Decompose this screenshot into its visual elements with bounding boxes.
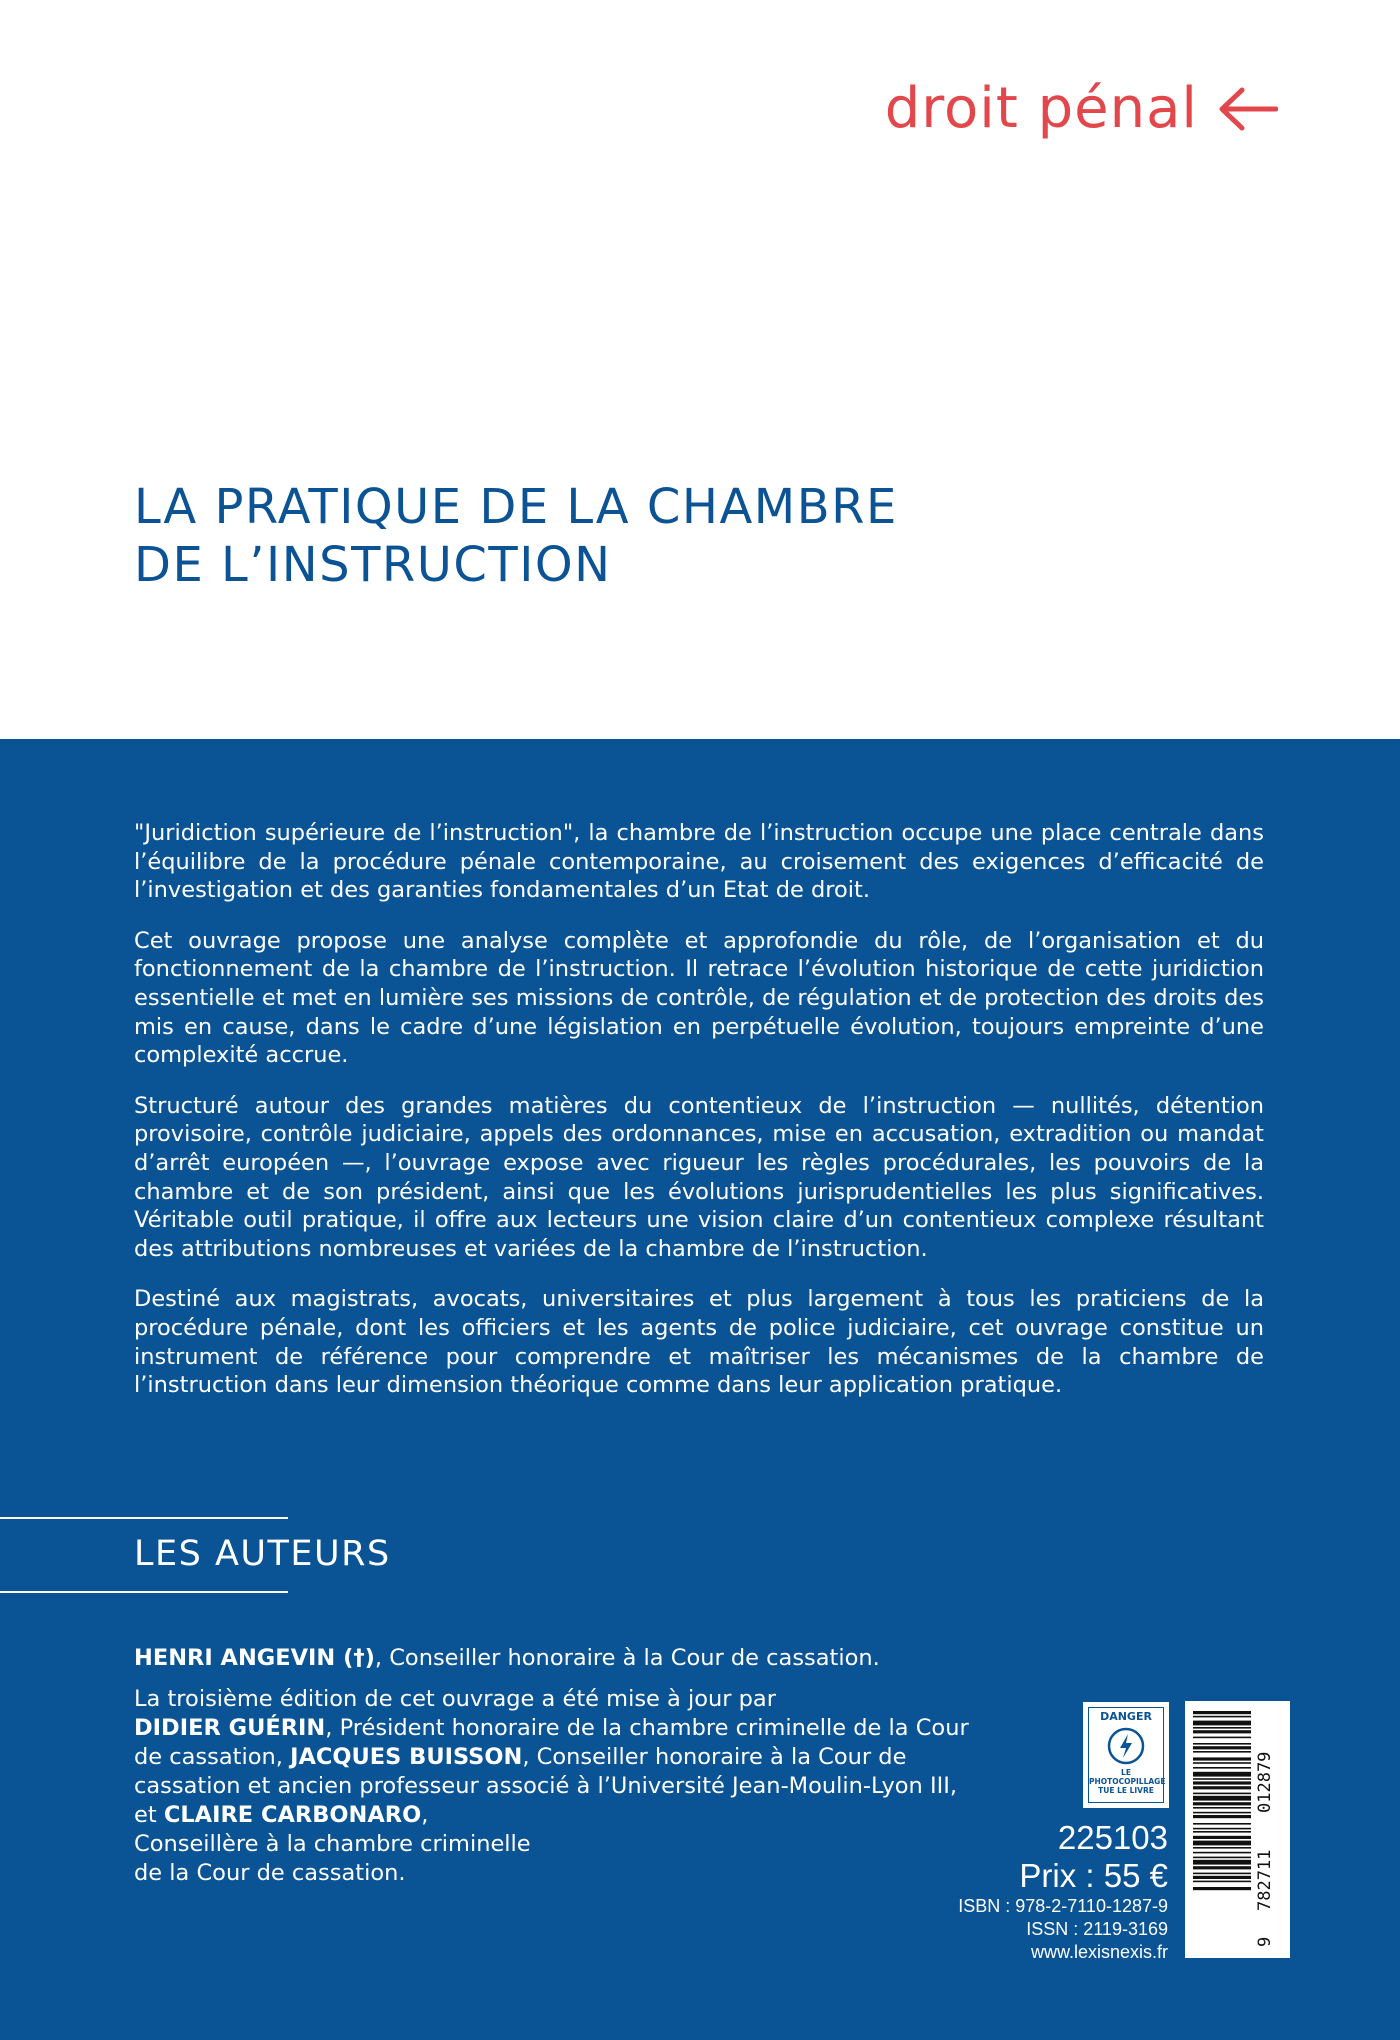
barcode-digit-first: 9 [1255,1936,1275,1947]
book-title-line-1: LA PRATIQUE DE LA CHAMBRE [134,479,898,535]
barcode-box [1185,1701,1290,1958]
product-code: 225103 [1057,1819,1168,1856]
authors-block [134,1644,974,1888]
abstract-paragraph-3: Structuré autour des grandes matières du contentieux de l’instruction — nullités, détention provisoire, contrôle judiciaire, appels des ordonnances, mise en accusation, extradition ou mandat d’arrêt européen —, l’ouvrage expose avec rigueur les règles procédurales, les pouvoirs de la chambre et de son président, ainsi que les évolutions jurisprudentielles les plus significatives. Véritable outil pratique, il offre aux lecteurs une vision claire d’un contentieux complexe résultant des attributions nombreuses et variées de la chambre de l’instruction. [134,1092,1264,1262]
heading-rule-bottom [0,1591,288,1593]
isbn: ISBN : 978-2-7110-1287-9 [958,1896,1168,1916]
issn: ISSN : 2119-3169 [1026,1919,1168,1939]
author-name-4: CLAIRE CARBONARO [163,1802,422,1828]
authors-update-text [134,1685,974,1888]
abstract-paragraph-1: "Juridiction supérieure de l’instruction", la chambre de l’instruction occupe une place centrale dans l’équilibre de la procédure pénale contemporaine, au croisement des exigences d’efficacité de l’investigation et des garanties fondamentales d’un Etat de droit. [134,820,1264,904]
book-title [134,478,1234,594]
sticker-top-text: DANGER [1100,1710,1152,1723]
authors-heading: LES AUTEURS [134,1534,391,1574]
author-name-1: HENRI ANGEVIN (†) [134,1645,375,1671]
sticker-line-1: LE [1121,1768,1131,1777]
cover-blue-band [0,739,1400,2040]
cover-top-area [0,0,1400,739]
series-label: droit pénal [884,76,1198,141]
author-role-4-b: Conseillère à la chambre criminelle [134,1831,531,1857]
pricing-block [958,1819,1168,1964]
photocopy-warning-sticker [1083,1702,1169,1808]
heading-rule-top [0,1517,288,1519]
author-role-4-c: de la Cour de cassation. [134,1860,406,1886]
barcode-digits [1251,1711,1287,1948]
author-entry-1 [134,1644,974,1673]
publisher-website: www.lexisnexis.fr [1030,1942,1168,1962]
arrow-left-icon [1216,86,1278,132]
authors-intro: La troisième édition de cet ouvrage a été mise à jour par [134,1686,776,1712]
author-role-3: , Conseiller honoraire à la Cour de cassation et ancien professeur associé à l’Université Jean-Moulin-Lyon III, et [134,1744,958,1828]
photocopier-danger-icon [1106,1726,1146,1766]
book-abstract [134,819,1264,1422]
abstract-paragraph-4: Destiné aux magistrats, avocats, universitaires et plus largement à tous les praticiens de la procédure pénale, dont les officiers et les agents de police judiciaire, cet ouvrage constitue un instrument de référence pour comprendre et maîtriser les mécanismes de la chambre de l’instruction dans leur dimension théorique comme dans leur application pratique. [134,1286,1264,1399]
sticker-line-3: TUE LE LIVRE [1098,1786,1154,1795]
barcode-digits-group-2: 012879 [1255,1751,1275,1813]
abstract-paragraph-2: Cet ouvrage propose une analyse complète et approfondie du rôle, de l’organisation et du fonctionnement de la chambre de l’instruction. Il retrace l’évolution historique de cette juridiction essentielle et met en lumière ses missions de contrôle, de régulation et de protection des droits des mis en cause, dans le cadre d’une législation en perpétuelle évolution, toujours empreinte d’une complexité accrue. [134,927,1264,1069]
author-name-3: JACQUES BUISSON [290,1744,523,1770]
sticker-line-2: PHOTOCOPILLAGE [1089,1777,1166,1786]
series-label-group [885,76,1278,141]
author-role-1: , Conseiller honoraire à la Cour de cassation. [374,1645,880,1671]
barcode-digits-group-1: 782711 [1255,1849,1275,1911]
price: Prix : 55 € [1019,1857,1168,1894]
author-role-2: , Président honoraire de la chambre criminelle de la Cour de cassation, [134,1715,969,1770]
author-name-2: DIDIER GUÉRIN [134,1715,326,1741]
author-role-4-a: , [421,1802,429,1828]
book-title-line-2: DE L’INSTRUCTION [134,537,612,593]
